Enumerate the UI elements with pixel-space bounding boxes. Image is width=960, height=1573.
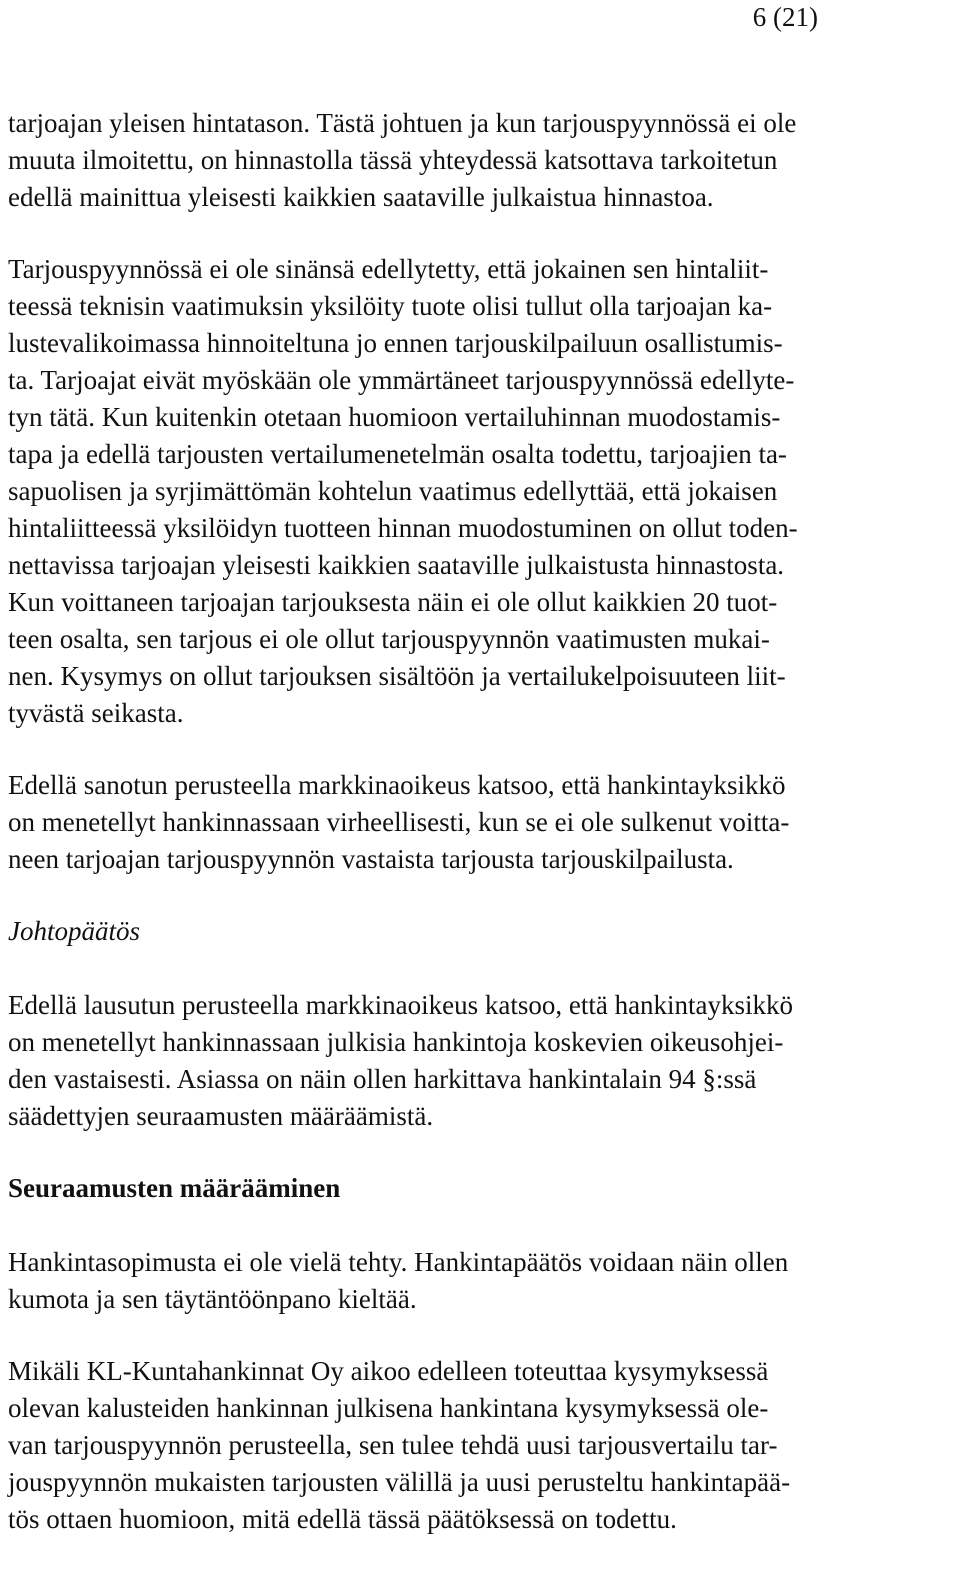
document-body xyxy=(8,105,953,1573)
page-number: 6 (21) xyxy=(752,2,818,32)
paragraph-price-list-requirement: Tarjouspyynnössä ei ole sinänsä edellytetty, että jokainen sen hintaliit- teessä teknisin vaatimuksin yksilöity tuote olisi tullut olla tarjoajan ka- lustevalikoimassa hinnoiteltuna jo ennen tarjouskilpailuun osallistumis- ta. Tarjoajat eivät myöskään ole ymmärtäneet tarjouspyynnössä edellyte- tyn tätä. Kun kuitenkin otetaan huomioon vertailuhinnan muodostamis- tapa ja edellä tarjousten vertailumenetelmän osalta todettu, tarjoajien ta- sapuolisen ja syrjimättömän kohtelun vaatimus edellyttää, että jokaisen hintaliitteessä yksilöidyn tuotteen hinnan muodostuminen on ollut toden- nettavissa tarjoajan yleisesti kaikkien saataville julkaistusta hinnastosta. Kun voittaneen tarjoajan tarjouksesta näin ei ole ollut kaikkien 20 tuot- teen osalta, sen tarjous ei ole ollut tarjouspyynnön vaatimusten mukai- nen. Kysymys on ollut tarjouksen sisältöön ja vertailukelpoisuuteen liit- tyvästä seikasta. xyxy=(8,254,798,728)
heading-conclusion: Johtopäätös xyxy=(8,916,140,946)
paragraph-conclusion: Edellä lausutun perusteella markkinaoikeus katsoo, että hankintayksikkö on menetellyt hankinnassaan julkisia hankintoja koskevien oikeusohjei- den vastaisesti. Asiassa on näin ollen harkittava hankintalain 94 §:ssä säädettyjen seuraamusten määräämistä. xyxy=(8,990,794,1131)
paragraph-new-comparison: Mikäli KL-Kuntahankinnat Oy aikoo edelleen toteuttaa kysymyksessä olevan kalusteiden hankinnan julkisena hankintana kysymyksessä ole- van tarjouspyynnön perusteella, sen tulee tehdä uusi tarjousvertailu tar- jouspyynnön mukaisten tarjousten välillä ja uusi perusteltu hankintapää- tös ottaen huomioon, mitä edellä tässä päätöksessä on todettu. xyxy=(8,1356,791,1534)
heading-consequences: Seuraamusten määrääminen xyxy=(8,1173,341,1203)
paragraph-contract-status: Hankintasopimusta ei ole vielä tehty. Hankintapäätös voidaan näin ollen kumota ja sen täytäntöönpano kieltää. xyxy=(8,1247,789,1314)
paragraph-court-assessment: Edellä sanotun perusteella markkinaoikeus katsoo, että hankintayksikkö on menetellyt hankinnassaan virheellisesti, kun se ei ole sulkenut voitta- neen tarjoajan tarjouspyynnön vastaista tarjousta tarjouskilpailusta. xyxy=(8,770,790,874)
paragraph-price-level: tarjoajan yleisen hintatason. Tästä johtuen ja kun tarjouspyynnössä ei ole muuta ilmoitettu, on hinnastolla tässä yhteydessä katsottava tarkoitetun edellä mainittua yleisesti kaikkien saataville julkaistua hinnastoa. xyxy=(8,108,797,212)
